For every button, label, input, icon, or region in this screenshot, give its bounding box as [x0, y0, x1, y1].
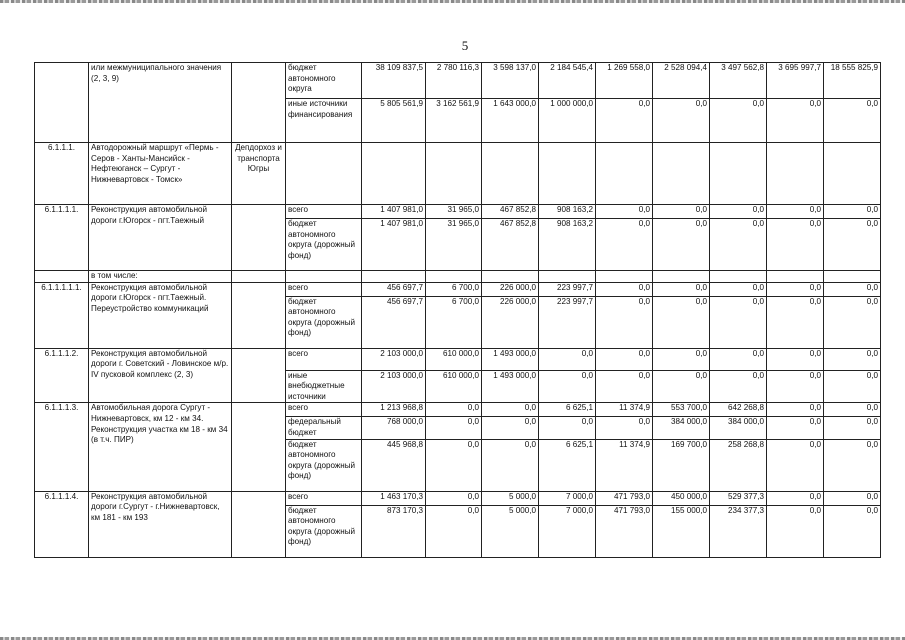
value-cell: 0,0	[824, 439, 881, 491]
value-cell: 2 103 000,0	[362, 348, 426, 370]
row-title: Реконструкция автомобильной дороги г.Югорск - пгт.Таежный. Переустройство коммуникаций	[89, 282, 232, 348]
value-cell: 11 374,9	[596, 403, 653, 417]
value-cell: 0,0	[596, 370, 653, 403]
value-cell: 155 000,0	[653, 505, 710, 557]
row-executor	[232, 271, 286, 283]
value-cell: 0,0	[710, 348, 767, 370]
row-title: Автодорожный маршрут «Пермь - Серов - Ханты-Мансийск - Нефтеюганск – Сургут - Нижневартовск - Томск»	[89, 143, 232, 205]
value-cell: 1 493 000,0	[482, 370, 539, 403]
row-source: иные источники финансирования	[286, 99, 362, 143]
table-row	[35, 403, 881, 417]
value-cell: 768 000,0	[362, 417, 426, 439]
value-cell: 0,0	[482, 439, 539, 491]
value-cell: 0,0	[824, 417, 881, 439]
value-cell: 0,0	[767, 348, 824, 370]
table-row	[35, 491, 881, 505]
value-cell	[482, 143, 539, 205]
value-cell: 0,0	[653, 370, 710, 403]
value-cell	[824, 271, 881, 283]
value-cell: 0,0	[824, 296, 881, 348]
value-cell: 0,0	[596, 348, 653, 370]
value-cell: 7 000,0	[539, 505, 596, 557]
value-cell: 31 965,0	[426, 205, 482, 219]
value-cell: 0,0	[482, 417, 539, 439]
row-executor	[232, 205, 286, 271]
value-cell: 3 497 562,8	[710, 63, 767, 99]
value-cell	[426, 271, 482, 283]
value-cell	[539, 143, 596, 205]
value-cell: 1 269 558,0	[596, 63, 653, 99]
value-cell: 0,0	[653, 282, 710, 296]
value-cell: 2 103 000,0	[362, 370, 426, 403]
value-cell: 0,0	[767, 219, 824, 271]
value-cell: 1 643 000,0	[482, 99, 539, 143]
value-cell: 0,0	[824, 370, 881, 403]
value-cell: 11 374,9	[596, 439, 653, 491]
value-cell: 445 968,8	[362, 439, 426, 491]
value-cell: 0,0	[710, 99, 767, 143]
value-cell: 0,0	[824, 205, 881, 219]
value-cell	[767, 143, 824, 205]
value-cell: 223 997,7	[539, 296, 596, 348]
scan-edge-top	[0, 0, 905, 3]
value-cell: 450 000,0	[653, 491, 710, 505]
value-cell: 0,0	[596, 417, 653, 439]
value-cell: 0,0	[426, 505, 482, 557]
value-cell: 642 268,8	[710, 403, 767, 417]
value-cell: 226 000,0	[482, 296, 539, 348]
table-body	[35, 63, 881, 558]
row-source: всего	[286, 282, 362, 296]
value-cell: 3 695 997,7	[767, 63, 824, 99]
value-cell: 0,0	[824, 219, 881, 271]
row-executor: Депдорхоз и транспорта Югры	[232, 143, 286, 205]
row-title: в том числе:	[89, 271, 232, 283]
value-cell: 38 109 837,5	[362, 63, 426, 99]
value-cell: 0,0	[824, 99, 881, 143]
row-code: 6.1.1.1.2.	[35, 348, 89, 403]
value-cell: 471 793,0	[596, 491, 653, 505]
table-row	[35, 143, 881, 205]
value-cell: 456 697,7	[362, 296, 426, 348]
value-cell: 1 463 170,3	[362, 491, 426, 505]
value-cell: 873 170,3	[362, 505, 426, 557]
value-cell: 0,0	[653, 296, 710, 348]
value-cell	[653, 271, 710, 283]
value-cell: 7 000,0	[539, 491, 596, 505]
row-source: бюджет автономного округа (дорожный фонд)	[286, 439, 362, 491]
value-cell: 0,0	[596, 99, 653, 143]
value-cell: 1 407 981,0	[362, 205, 426, 219]
value-cell: 1 213 968,8	[362, 403, 426, 417]
value-cell: 0,0	[426, 403, 482, 417]
value-cell: 0,0	[653, 205, 710, 219]
value-cell: 0,0	[824, 403, 881, 417]
value-cell: 0,0	[539, 348, 596, 370]
value-cell: 908 163,2	[539, 205, 596, 219]
row-executor	[232, 63, 286, 143]
value-cell: 5 805 561,9	[362, 99, 426, 143]
table-row	[35, 348, 881, 370]
value-cell: 0,0	[596, 205, 653, 219]
value-cell	[653, 143, 710, 205]
row-source: бюджет автономного округа (дорожный фонд)	[286, 219, 362, 271]
value-cell: 169 700,0	[653, 439, 710, 491]
value-cell: 0,0	[710, 205, 767, 219]
value-cell: 610 000,0	[426, 348, 482, 370]
row-source: бюджет автономного округа (дорожный фонд)	[286, 505, 362, 557]
value-cell: 0,0	[710, 282, 767, 296]
value-cell: 0,0	[426, 439, 482, 491]
table-row	[35, 271, 881, 283]
row-code: 6.1.1.1.1.1.	[35, 282, 89, 348]
table-row	[35, 282, 881, 296]
value-cell: 0,0	[767, 439, 824, 491]
value-cell: 0,0	[767, 99, 824, 143]
row-source: бюджет автономного округа (дорожный фонд)	[286, 296, 362, 348]
value-cell: 0,0	[482, 403, 539, 417]
value-cell: 0,0	[767, 282, 824, 296]
row-executor	[232, 348, 286, 403]
value-cell: 234 377,3	[710, 505, 767, 557]
budget-table	[34, 62, 881, 558]
value-cell	[824, 143, 881, 205]
row-source	[286, 143, 362, 205]
value-cell: 2 184 545,4	[539, 63, 596, 99]
value-cell: 6 700,0	[426, 296, 482, 348]
row-source: всего	[286, 205, 362, 219]
value-cell: 0,0	[824, 505, 881, 557]
value-cell: 0,0	[767, 296, 824, 348]
value-cell: 0,0	[824, 491, 881, 505]
value-cell: 553 700,0	[653, 403, 710, 417]
value-cell: 226 000,0	[482, 282, 539, 296]
row-title: Реконструкция автомобильной дороги г.Сургут - г.Нижневартовск, км 181 - км 193	[89, 491, 232, 557]
value-cell: 3 598 137,0	[482, 63, 539, 99]
value-cell: 0,0	[539, 417, 596, 439]
value-cell: 0,0	[824, 282, 881, 296]
row-title: Реконструкция автомобильной дороги г.Югорск - пгт.Таежный	[89, 205, 232, 271]
value-cell: 0,0	[767, 417, 824, 439]
value-cell	[710, 271, 767, 283]
value-cell: 456 697,7	[362, 282, 426, 296]
value-cell: 5 000,0	[482, 491, 539, 505]
value-cell: 3 162 561,9	[426, 99, 482, 143]
table-row	[35, 63, 881, 99]
value-cell	[362, 271, 426, 283]
value-cell: 0,0	[710, 219, 767, 271]
row-title: Реконструкция автомобильной дороги г. Советский - Ловинское м/р. IV пусковой комплекс (2, 3)	[89, 348, 232, 403]
value-cell: 384 000,0	[653, 417, 710, 439]
value-cell: 0,0	[767, 505, 824, 557]
value-cell: 18 555 825,9	[824, 63, 881, 99]
row-source: всего	[286, 491, 362, 505]
value-cell	[710, 143, 767, 205]
value-cell	[596, 271, 653, 283]
row-source: федеральный бюджет	[286, 417, 362, 439]
row-source: иные внебюджетные источники	[286, 370, 362, 403]
row-code: 6.1.1.1.3.	[35, 403, 89, 491]
value-cell: 258 268,8	[710, 439, 767, 491]
row-source: всего	[286, 403, 362, 417]
value-cell: 471 793,0	[596, 505, 653, 557]
value-cell: 0,0	[710, 370, 767, 403]
value-cell: 0,0	[653, 219, 710, 271]
value-cell: 223 997,7	[539, 282, 596, 296]
value-cell: 2 528 094,4	[653, 63, 710, 99]
table-row	[35, 205, 881, 219]
row-source	[286, 271, 362, 283]
value-cell: 0,0	[710, 296, 767, 348]
value-cell: 1 493 000,0	[482, 348, 539, 370]
value-cell: 467 852,8	[482, 205, 539, 219]
value-cell	[426, 143, 482, 205]
row-source: бюджет автономного округа	[286, 63, 362, 99]
row-executor	[232, 491, 286, 557]
row-code: 6.1.1.1.1.	[35, 205, 89, 271]
value-cell: 1 000 000,0	[539, 99, 596, 143]
value-cell	[596, 143, 653, 205]
value-cell: 0,0	[767, 491, 824, 505]
value-cell: 0,0	[767, 403, 824, 417]
row-title: Автомобильная дорога Сургут - Нижневартовск, км 12 - км 34. Реконструкция участка км 18 - км 34 (в т.ч. ПИР)	[89, 403, 232, 491]
value-cell: 0,0	[596, 296, 653, 348]
row-code	[35, 63, 89, 143]
value-cell: 6 625,1	[539, 439, 596, 491]
value-cell	[362, 143, 426, 205]
value-cell: 0,0	[653, 348, 710, 370]
value-cell: 6 700,0	[426, 282, 482, 296]
row-executor	[232, 403, 286, 491]
value-cell: 0,0	[539, 370, 596, 403]
row-source: всего	[286, 348, 362, 370]
value-cell: 0,0	[596, 219, 653, 271]
value-cell: 31 965,0	[426, 219, 482, 271]
value-cell: 610 000,0	[426, 370, 482, 403]
value-cell: 529 377,3	[710, 491, 767, 505]
value-cell: 0,0	[596, 282, 653, 296]
value-cell: 1 407 981,0	[362, 219, 426, 271]
value-cell: 0,0	[426, 491, 482, 505]
value-cell: 6 625,1	[539, 403, 596, 417]
page-number: 5	[461, 38, 469, 53]
value-cell: 0,0	[653, 99, 710, 143]
row-code: 6.1.1.1.	[35, 143, 89, 205]
value-cell: 0,0	[824, 348, 881, 370]
row-code	[35, 271, 89, 283]
row-title: или межмуниципального значения (2, 3, 9)	[89, 63, 232, 143]
value-cell: 384 000,0	[710, 417, 767, 439]
value-cell	[539, 271, 596, 283]
value-cell: 908 163,2	[539, 219, 596, 271]
value-cell	[767, 271, 824, 283]
value-cell	[482, 271, 539, 283]
value-cell: 467 852,8	[482, 219, 539, 271]
row-code: 6.1.1.1.4.	[35, 491, 89, 557]
row-executor	[232, 282, 286, 348]
value-cell: 5 000,0	[482, 505, 539, 557]
value-cell: 2 780 116,3	[426, 63, 482, 99]
value-cell: 0,0	[767, 370, 824, 403]
value-cell: 0,0	[426, 417, 482, 439]
value-cell: 0,0	[767, 205, 824, 219]
